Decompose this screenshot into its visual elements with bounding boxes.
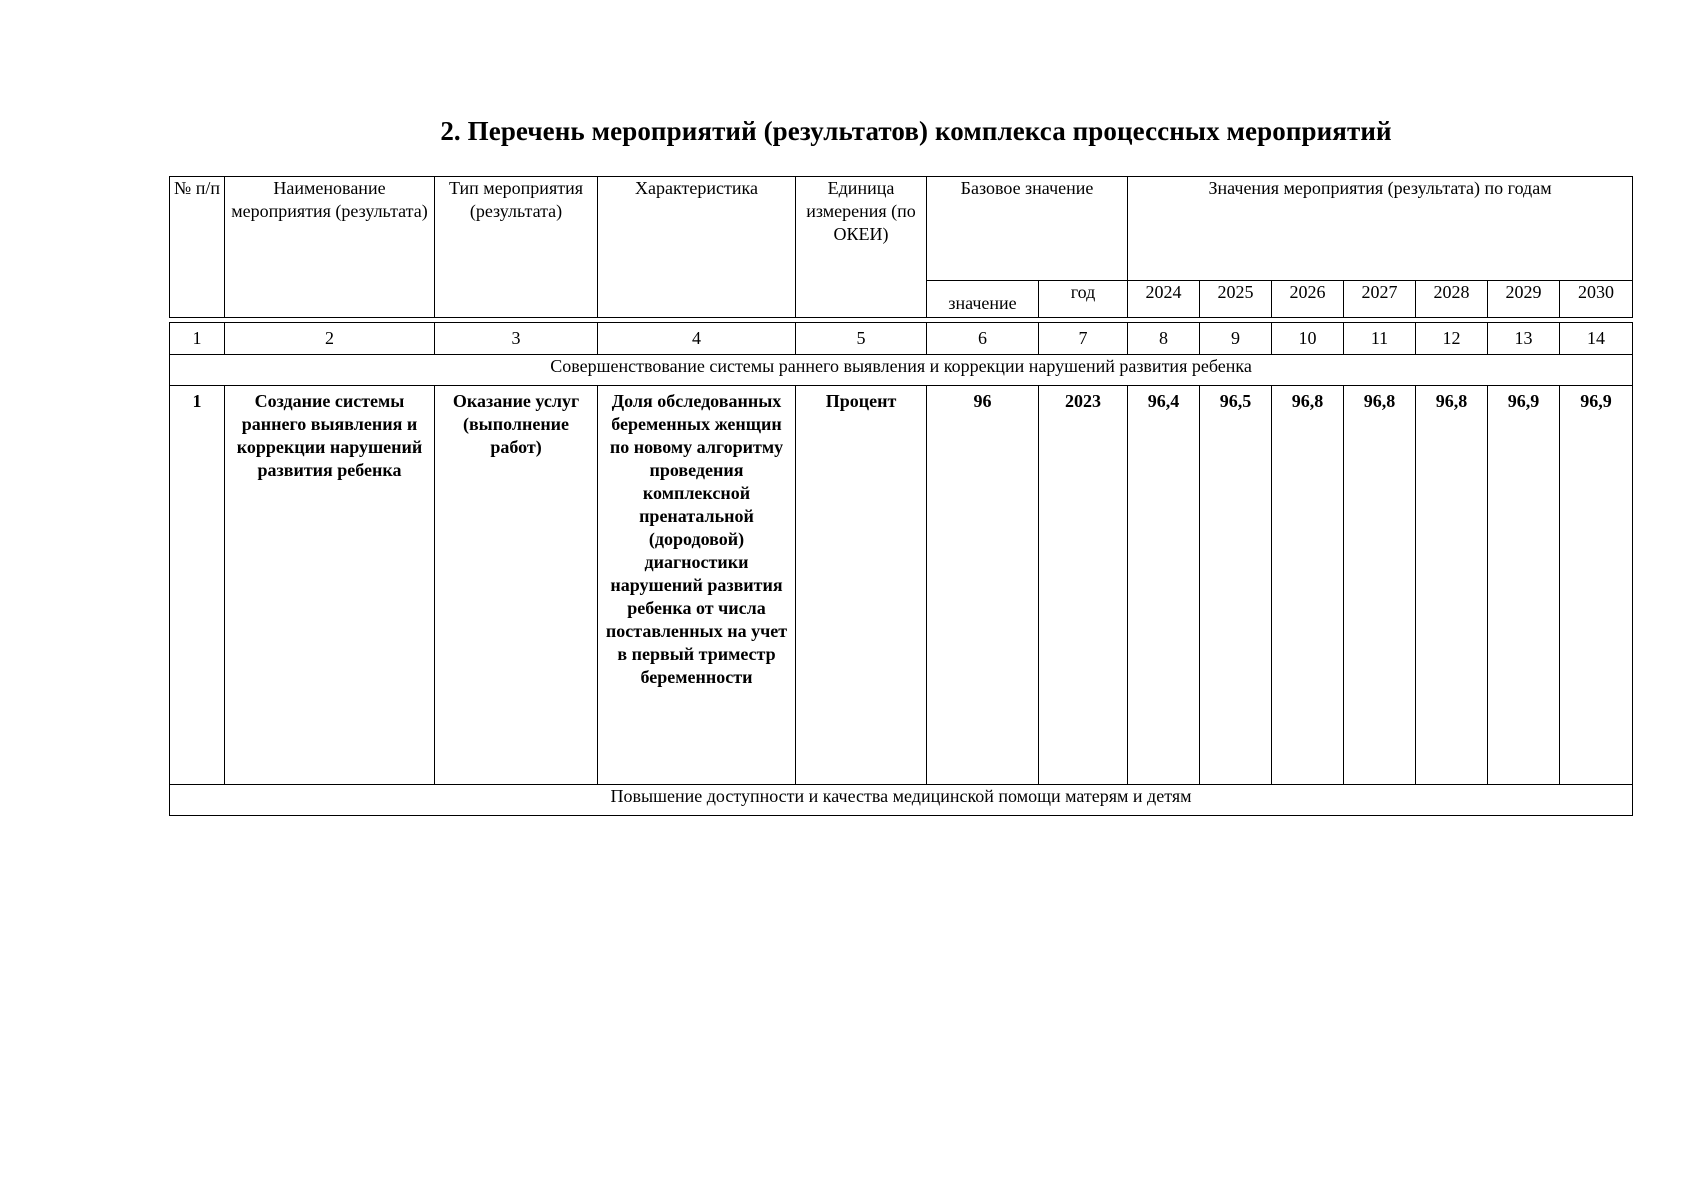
- header-year: 2028: [1416, 281, 1488, 318]
- row-year-value: 96,4: [1128, 386, 1200, 785]
- column-number: 12: [1416, 323, 1488, 355]
- table-row: [170, 386, 1633, 785]
- column-number: 6: [927, 323, 1039, 355]
- row-base-year: 2023: [1039, 386, 1128, 785]
- column-number: 2: [225, 323, 435, 355]
- header-row-top: [170, 177, 1633, 281]
- section-row: [170, 785, 1633, 816]
- column-number: 7: [1039, 323, 1128, 355]
- row-year-value: 96,5: [1200, 386, 1272, 785]
- row-characteristic: Доля обследованных беременных женщин по новому алгоритму проведения комплексной пренатальной (дородовой) диагностики нарушений развития ребенка от числа поставленных на учет в первый триместр беременности: [598, 386, 796, 785]
- column-number: 1: [170, 323, 225, 355]
- header-base-year: год: [1039, 281, 1128, 318]
- row-year-value: 96,8: [1416, 386, 1488, 785]
- page-title: [0, 116, 1702, 147]
- header-year: 2030: [1560, 281, 1633, 318]
- header-year: 2025: [1200, 281, 1272, 318]
- row-name: Создание системы раннего выявления и коррекции нарушений развития ребенка: [225, 386, 435, 785]
- measures-table: [169, 176, 1633, 816]
- column-number: 3: [435, 323, 598, 355]
- row-base-value: 96: [927, 386, 1039, 785]
- section-row: [170, 355, 1633, 386]
- header-base: Базовое значение: [927, 177, 1128, 281]
- row-year-value: 96,9: [1488, 386, 1560, 785]
- header-year: 2026: [1272, 281, 1344, 318]
- section-title: Совершенствование системы раннего выявления и коррекции нарушений развития ребенка: [170, 355, 1633, 386]
- header-years-group: Значения мероприятия (результата) по годам: [1128, 177, 1633, 281]
- header-type: Тип мероприятия (результата): [435, 177, 598, 318]
- column-number: 13: [1488, 323, 1560, 355]
- column-number: 14: [1560, 323, 1633, 355]
- row-num: 1: [170, 386, 225, 785]
- row-year-value: 96,8: [1272, 386, 1344, 785]
- header-year: 2029: [1488, 281, 1560, 318]
- row-unit: Процент: [796, 386, 927, 785]
- column-number: 10: [1272, 323, 1344, 355]
- column-numbers-row: [170, 323, 1633, 355]
- header-year: 2024: [1128, 281, 1200, 318]
- header-year: 2027: [1344, 281, 1416, 318]
- header-name: Наименование мероприятия (результата): [225, 177, 435, 318]
- row-year-value: 96,9: [1560, 386, 1633, 785]
- header-num: № п/п: [170, 177, 225, 318]
- row-year-value: 96,8: [1344, 386, 1416, 785]
- column-number: 8: [1128, 323, 1200, 355]
- column-number: 4: [598, 323, 796, 355]
- page-title-text: 2. Перечень мероприятий (результатов) комплекса процессных мероприятий: [440, 116, 1392, 146]
- column-number: 5: [796, 323, 927, 355]
- row-type: Оказание услуг (выполнение работ): [435, 386, 598, 785]
- column-number: 9: [1200, 323, 1272, 355]
- header-unit: Единица измерения (по ОКЕИ): [796, 177, 927, 318]
- header-base-value: значение: [927, 281, 1039, 318]
- header-characteristic: Характеристика: [598, 177, 796, 318]
- column-number: 11: [1344, 323, 1416, 355]
- section-title: Повышение доступности и качества медицинской помощи матерям и детям: [170, 785, 1633, 816]
